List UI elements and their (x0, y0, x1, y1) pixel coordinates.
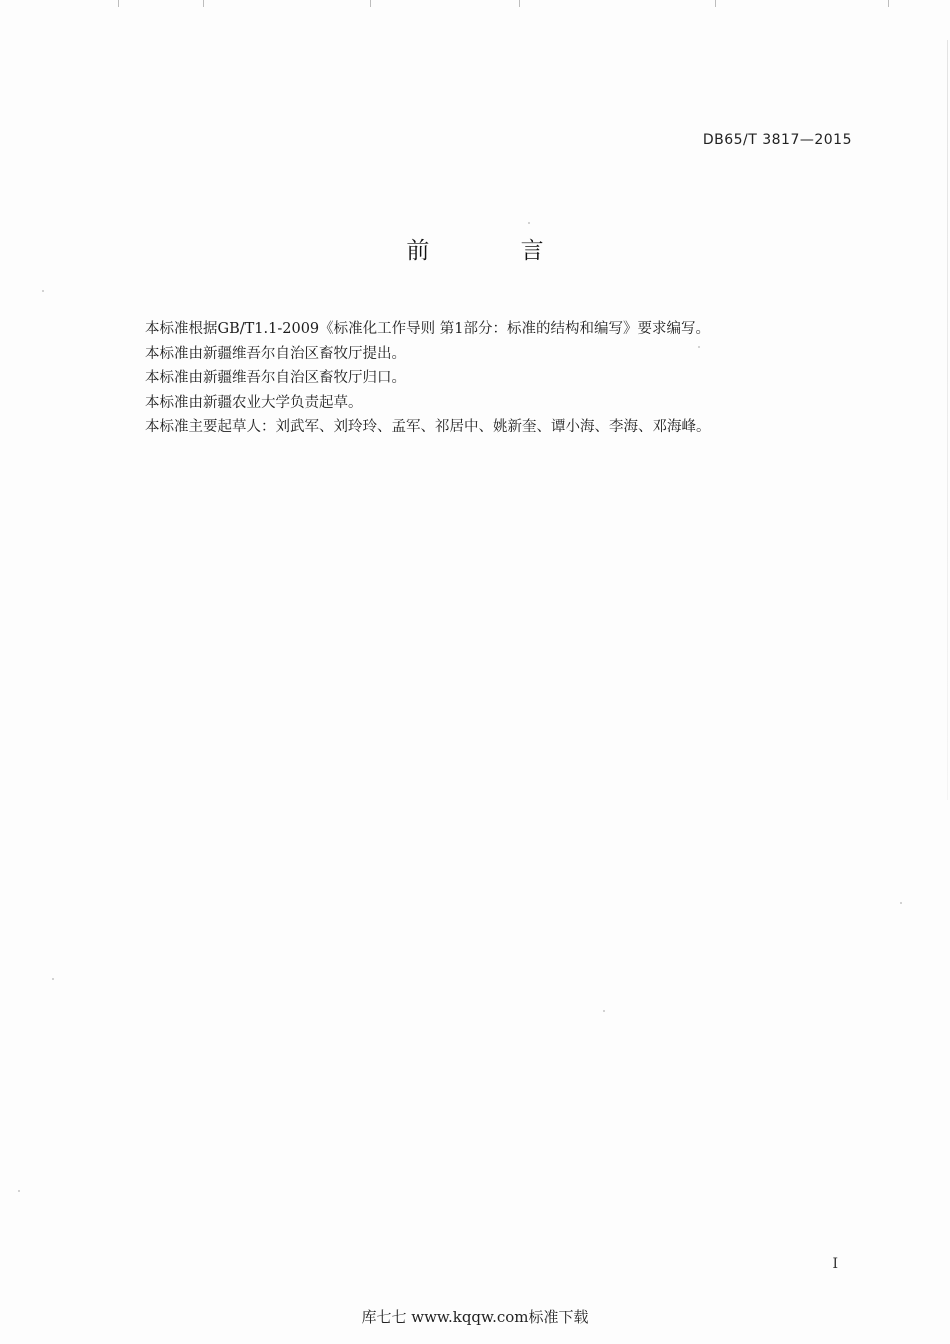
scan-speck (900, 902, 902, 904)
scan-edge-mark (370, 0, 371, 7)
scan-edge-mark (519, 0, 520, 7)
scan-right-edge (947, 40, 948, 800)
scan-speck (528, 222, 530, 224)
scan-speck (52, 978, 54, 980)
foreword-paragraph: 本标准主要起草人：刘武军、刘玲玲、孟军、祁居中、姚新奎、谭小海、李海、邓海峰。 (145, 419, 711, 435)
scan-speck (603, 1010, 605, 1012)
page-title: 前 言 (406, 238, 586, 264)
scan-edge-mark (888, 0, 889, 7)
foreword-paragraph: 本标准由新疆农业大学负责起草。 (145, 394, 363, 411)
page-number: I (832, 1256, 838, 1272)
foreword-paragraph: 本标准根据GB/T1.1-2009《标准化工作导则 第1部分：标准的结构和编写》要求编写。 (145, 321, 710, 337)
footer-watermark: 库七七 www.kqqw.com标准下载 (361, 1308, 589, 1326)
scan-speck (18, 1190, 20, 1192)
scan-edge-mark (715, 0, 716, 7)
scan-speck (42, 290, 44, 292)
standard-code: DB65/T 3817—2015 (702, 132, 852, 148)
scan-edge-mark (118, 0, 119, 7)
foreword-paragraph: 本标准由新疆维吾尔自治区畜牧厅归口。 (145, 370, 406, 386)
scan-edge-mark (203, 0, 204, 7)
foreword-paragraph: 本标准由新疆维吾尔自治区畜牧厅提出。 (145, 345, 406, 362)
foreword-body (145, 317, 865, 440)
